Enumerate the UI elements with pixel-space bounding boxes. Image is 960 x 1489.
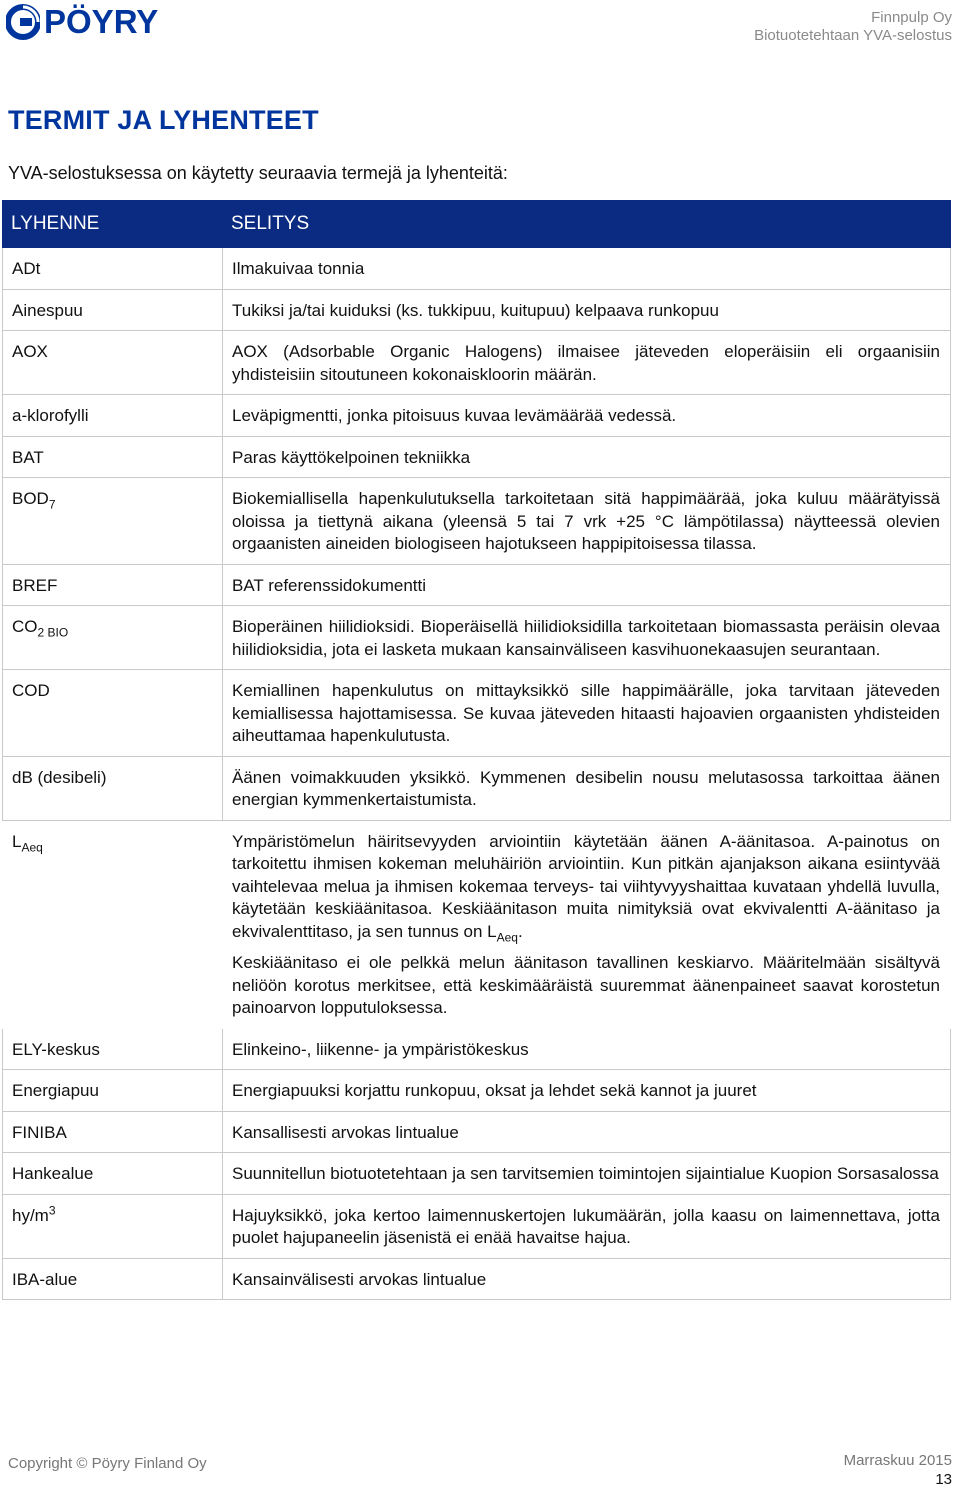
term-abbr-subscript: Aeq <box>21 839 43 854</box>
poyry-logo <box>6 4 158 40</box>
term-abbr: BAT <box>3 436 223 478</box>
term-def: Ilmakuivaa tonnia <box>223 248 951 290</box>
term-abbr: COD <box>3 670 223 757</box>
intro-text: YVA-selostuksessa on käytetty seuraavia termejä ja lyhenteitä: <box>8 163 508 183</box>
term-abbr: FINIBA <box>3 1111 223 1153</box>
term-abbr: AOX <box>3 331 223 395</box>
term-abbr-superscript: 3 <box>48 1202 56 1217</box>
header-subtitle: Biotuotetehtaan YVA-selostus <box>754 27 952 44</box>
term-abbr-base: CO <box>12 617 38 636</box>
term-abbr: IBA-alue <box>3 1258 223 1300</box>
term-def-paragraph <box>232 831 940 944</box>
term-def: Bioperäinen hiilidioksidi. Bioperäisellä hiilidioksidilla tarkoitetaan biomassasta peräisin olevaa hiilidioksidia, jota ei lasketa mukaan kansainväliseen kasvihuonekaasujen seurantaan. <box>223 606 951 670</box>
terms-table <box>2 200 951 1300</box>
table-row <box>3 1028 951 1070</box>
term-abbr-base: L <box>12 831 22 851</box>
term-def <box>223 820 951 1028</box>
term-abbr: Ainespuu <box>3 289 223 331</box>
term-abbr-base: hy/m <box>12 1205 49 1225</box>
term-abbr: dB (desibeli) <box>3 756 223 820</box>
table-row <box>3 436 951 478</box>
logo-wordmark: PÖYRY <box>44 3 159 40</box>
term-def-subscript: Aeq <box>496 929 518 944</box>
term-def: Biokemiallisella hapenkulutuksella tarkoitetaan sitä happimäärää, joka kuluu määrätyissä oloissa ja tiettynä aikana (yleensä 5 tai 7 vrk +25 °C lämpötilassa) näytteessä olevien orgaanisten aineiden biologiseen hajotukseen happipitoisessa tilassa. <box>223 478 951 565</box>
table-row <box>3 1153 951 1195</box>
table-row <box>3 756 951 820</box>
table-row <box>3 670 951 757</box>
table-row <box>3 1070 951 1112</box>
table-row <box>3 248 951 290</box>
term-abbr: BREF <box>3 564 223 606</box>
page-title: TERMIT JA LYHENTEET <box>8 105 319 135</box>
term-def-end: . <box>517 921 523 941</box>
term-def: AOX (Adsorbable Organic Halogens) ilmaisee jäteveden eloperäisiin eli orgaanisiin yhdisteisiin sitoutuneen kokonaiskloorin määrän. <box>223 331 951 395</box>
term-def: Paras käyttökelpoinen tekniikka <box>223 436 951 478</box>
term-def-paragraph-2: Keskiäänitaso ei ole pelkkä melun äänitason tavallinen keskiarvo. Määritelmään sisältyvä neliöön korotus merkitsee, että keskimääräistä suuremmat äänenpaineet saavat korostetun painoarvon lopputuloksessa. <box>232 953 940 1017</box>
term-abbr <box>3 606 223 670</box>
column-header-abbr: LYHENNE <box>3 201 223 248</box>
column-header-def: SELITYS <box>223 201 951 248</box>
term-def-text: Ympäristömelun häiritsevyyden arviointiin käytetään äänen A-äänitasoa. A-painotus on tarkoitettu ihmisen kokeman meluhäiriön arviointiin. Kun pitkän ajanjakson aikana esiintyvää vaihtelevaa melua ja ihmisen kokemaa terveys- tai viihtyvyyshaittaa kuvataan yhdellä luvulla, käytetään keskiäänitasoa. Keskiäänitason muita nimityksiä ovat ekvivalentti A-äänitaso ja ekvivalenttitaso, ja sen tunnus on L <box>232 831 940 941</box>
term-abbr: ADt <box>3 248 223 290</box>
term-abbr: a-klorofylli <box>3 395 223 437</box>
term-def: Leväpigmentti, jonka pitoisuus kuvaa levämäärää vedessä. <box>223 395 951 437</box>
page-header <box>0 0 960 60</box>
term-abbr <box>3 1194 223 1258</box>
term-abbr: Hankealue <box>3 1153 223 1195</box>
term-def: Kansainvälisesti arvokas lintualue <box>223 1258 951 1300</box>
table-row <box>3 478 951 565</box>
term-abbr <box>3 820 223 1028</box>
term-def: BAT referenssidokumentti <box>223 564 951 606</box>
term-abbr: Energiapuu <box>3 1070 223 1112</box>
table-row <box>3 820 951 1028</box>
term-def: Energiapuuksi korjattu runkopuu, oksat ja lehdet sekä kannot ja juuret <box>223 1070 951 1112</box>
table-header-row <box>3 201 951 248</box>
term-abbr-subscript: 7 <box>48 497 56 512</box>
table-row <box>3 1258 951 1300</box>
footer-copyright: Copyright © Pöyry Finland Oy <box>8 1455 207 1472</box>
table-row <box>3 564 951 606</box>
header-company: Finnpulp Oy <box>871 9 952 26</box>
page-number: 13 <box>935 1471 952 1488</box>
term-abbr-subscript: 2 BIO <box>37 625 69 640</box>
term-def: Tukiksi ja/tai kuiduksi (ks. tukkipuu, kuitupuu) kelpaava runkopuu <box>223 289 951 331</box>
table-row <box>3 1111 951 1153</box>
footer-date: Marraskuu 2015 <box>843 1452 952 1469</box>
table-row <box>3 395 951 437</box>
table-row <box>3 289 951 331</box>
table-row <box>3 606 951 670</box>
footer-info <box>844 1451 952 1489</box>
term-def: Hajuyksikkö, joka kertoo laimennuskertojen lukumäärän, jolla kaasu on laimennettava, jotta puolet hajupaneelin jäsenistä ei enää havaitse hajua. <box>223 1194 951 1258</box>
term-def: Äänen voimakkuuden yksikkö. Kymmenen desibelin nousu melutasossa tarkoittaa äänen energian kymmenkertaistumista. <box>223 756 951 820</box>
term-abbr-base: BOD <box>12 489 49 508</box>
poyry-swirl-icon <box>6 4 40 40</box>
term-abbr: ELY-keskus <box>3 1028 223 1070</box>
term-abbr <box>3 478 223 565</box>
term-def: Elinkeino-, liikenne- ja ympäristökeskus <box>223 1028 951 1070</box>
term-def: Suunnitellun biotuotetehtaan ja sen tarvitsemien toimintojen sijaintialue Kuopion Sorsasalossa <box>223 1153 951 1195</box>
table-row <box>3 1194 951 1258</box>
term-def: Kemiallinen hapenkulutus on mittayksikkö sille happimäärälle, joka tarvitaan jäteveden kemiallisessa hajottamisessa. Se kuvaa jäteveden hitaasti hajoavien orgaanisten yhdisteiden aiheuttamaa hapenkulutusta. <box>223 670 951 757</box>
header-doc-info <box>754 9 952 45</box>
table-row <box>3 331 951 395</box>
term-def: Kansallisesti arvokas lintualue <box>223 1111 951 1153</box>
